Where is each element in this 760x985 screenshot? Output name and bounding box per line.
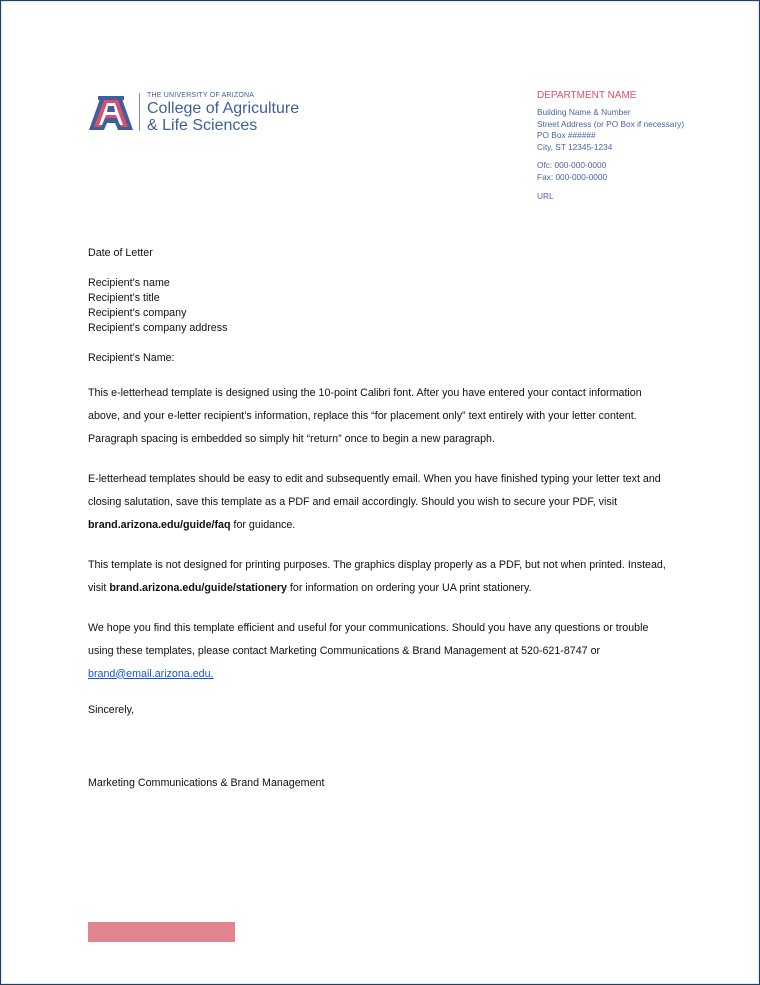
department-po-box: PO Box ###### bbox=[537, 130, 596, 141]
recipient-name: Recipient’s name bbox=[88, 277, 170, 290]
closing: Sincerely, bbox=[88, 703, 135, 716]
letter-date: Date of Letter bbox=[88, 247, 153, 259]
university-name: THE UNIVERSITY OF ARIZONA bbox=[147, 92, 255, 99]
spacer bbox=[537, 153, 697, 160]
paragraph-3-end: for information on ordering your UA print stationery. bbox=[286, 581, 532, 594]
recipient-title: Recipient’s title bbox=[88, 292, 160, 305]
paragraph-2-text: E-letterhead templates should be easy to edit and subsequently email. When you have finished typing your letter text and closing salutation, save this template as a PDF and email accordingly. Should you wish to secure your PDF, visit bbox=[88, 472, 661, 508]
paragraph-2-end: for guidance. bbox=[230, 518, 296, 531]
college-name-block bbox=[147, 92, 332, 134]
ua-block-a-icon bbox=[88, 92, 134, 132]
signature: Marketing Communications & Brand Management bbox=[88, 776, 325, 789]
paragraph-4-text: We hope you find this template efficient and useful for your communications. Should you have any questions or trouble using these templates, please contact Marketing Communications & Brand Management at 520-621-8747 or bbox=[88, 621, 649, 657]
department-fax: Fax: 000-000-0000 bbox=[537, 171, 608, 182]
letter-body bbox=[88, 246, 673, 791]
paragraph-3 bbox=[88, 554, 673, 600]
department-contact-block bbox=[537, 90, 697, 202]
email-link[interactable]: brand@email.arizona.edu. bbox=[88, 667, 214, 680]
recipient-block bbox=[88, 276, 673, 336]
salutation: Recipient’s Name: bbox=[88, 352, 175, 365]
stationery-url: brand.arizona.edu/guide/stationery bbox=[109, 581, 287, 594]
college-name-line-1: College of Agriculture bbox=[147, 100, 300, 117]
department-city: City, ST 12345-1234 bbox=[537, 141, 613, 152]
department-office-phone: Ofc: 000-000-0000 bbox=[537, 160, 607, 171]
footer-accent-bar bbox=[88, 922, 235, 942]
department-street: Street Address (or PO Box if necessary) bbox=[537, 118, 685, 129]
faq-url: brand.arizona.edu/guide/faq bbox=[88, 518, 231, 531]
paragraph-3-text: This template is not designed for printing purposes. The graphics display properly as a PDF, but not when printed. Instead, visit bbox=[88, 558, 666, 594]
recipient-company: Recipient’s company bbox=[88, 307, 187, 320]
spacer bbox=[537, 184, 697, 191]
paragraph-1: This e-letterhead template is designed using the 10-point Calibri font. After you have entered your contact information above, and your e-letter recipient’s information, replace this “for placement only” text entirely with your letter content. Paragraph spacing is embedded so simply hit “return” once to begin a new paragraph. bbox=[88, 386, 642, 445]
university-logo bbox=[88, 92, 328, 136]
department-building: Building Name & Number bbox=[537, 107, 631, 117]
department-url: URL bbox=[537, 190, 554, 201]
college-name-line-2: & Life Sciences bbox=[147, 117, 258, 134]
logo-divider bbox=[139, 93, 140, 131]
paragraph-4 bbox=[88, 617, 673, 686]
department-name: DEPARTMENT NAME bbox=[537, 90, 637, 101]
paragraph-2 bbox=[88, 468, 673, 537]
recipient-address: Recipient’s company address bbox=[88, 322, 228, 335]
signature-space bbox=[88, 718, 673, 776]
